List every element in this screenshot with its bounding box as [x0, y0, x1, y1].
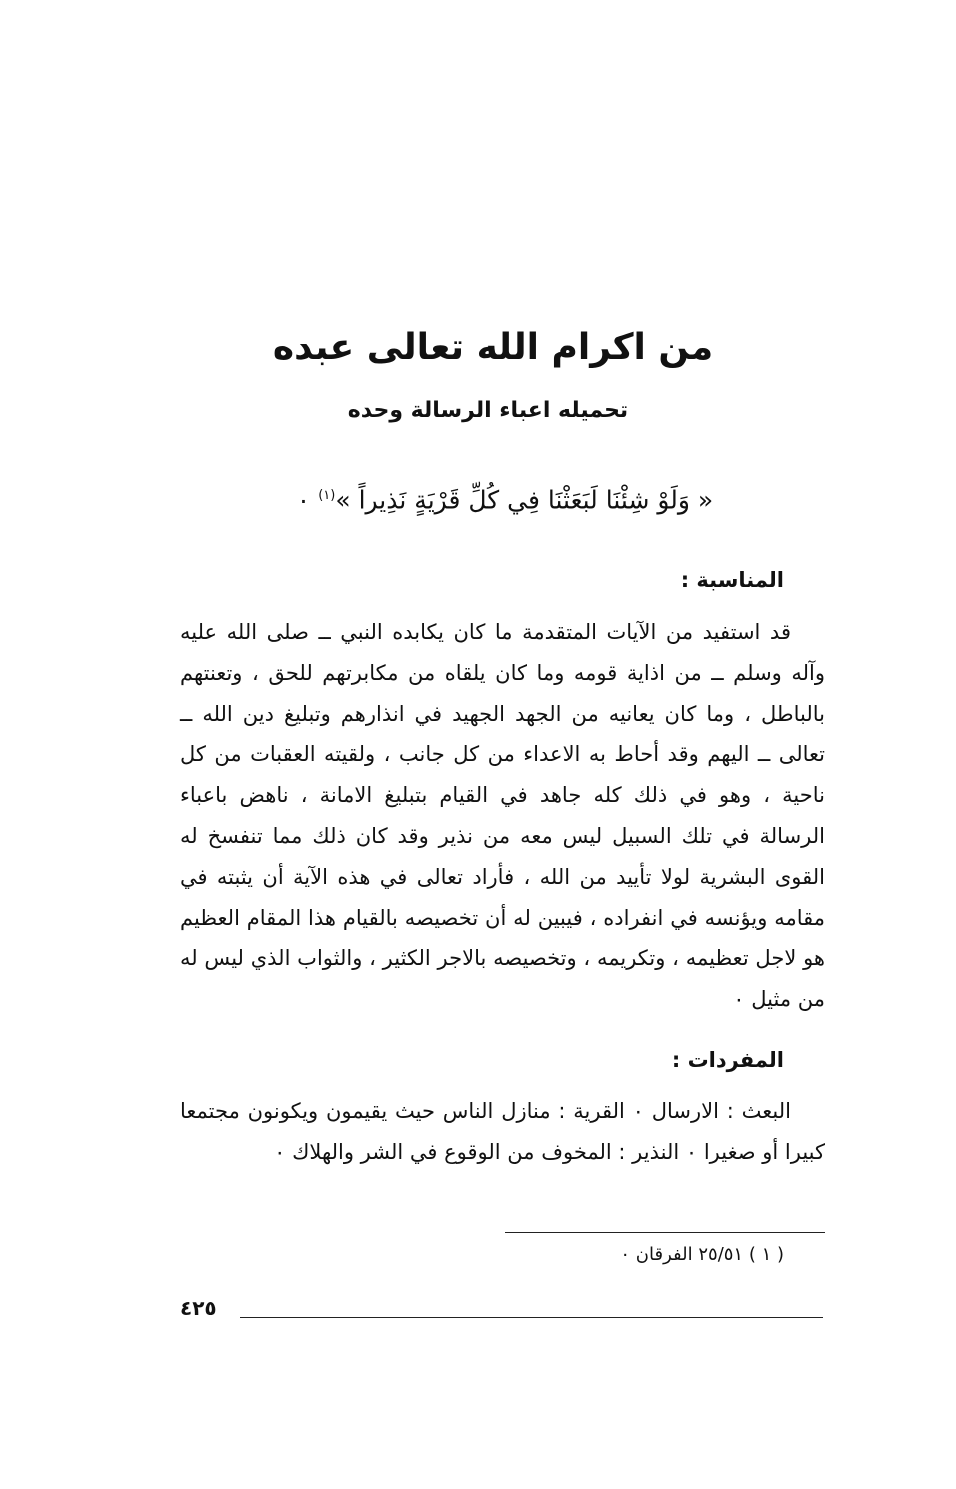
page-title: من اكرام الله تعالى عبده — [272, 327, 714, 368]
verse-end: ٠ — [296, 485, 319, 515]
page-subtitle: تحميله اعباء الرسالة وحده — [347, 398, 629, 423]
vocabulary-paragraph: البعث : الارسال ٠ القرية : منازل الناس حيث يقيمون ويكونون مجتمعا كبيرا أو صغيرا ٠ النذير : المخوف من الوقوع في الشر والهلاك ٠ — [180, 1099, 825, 1164]
page-number: ٤٢٥ — [180, 1296, 217, 1320]
footnote: ( ١ ) ٢٥/٥١ الفرقان ٠ — [620, 1244, 784, 1265]
quran-verse — [180, 474, 830, 522]
occasion-heading: المناسبة : — [680, 568, 784, 592]
bottom-rule — [240, 1317, 823, 1318]
vocabulary-heading: المفردات : — [671, 1048, 784, 1072]
verse-text: « وَلَوْ شِئْنَا لَبَعَثْنَا فِي كُلِّ قَرْيَةٍ نَذِيراً » — [335, 485, 714, 515]
occasion-paragraph: قد استفيد من الآيات المتقدمة ما كان يكابده النبي ــ صلى الله عليه وآله وسلم ــ من اذاية قومه وما كان يلقاه من مكابرتهم للحق ، وتعنتهم بالباطل ، وما كان يعانيه من الجهد الجهيد في انذارهم وتبليغ دين الله ــ تعالى ــ اليهم وقد أحاط به الاعداء من كل جانب ، ولقيته العقبات من كل ناحية ، وهو في ذلك كله جاهد في القيام بتبليغ الامانة ، ناهض باعباء الرسالة في تلك السبيل ليس معه من نذير وقد كان ذلك مما تنفسخ له القوى البشرية لولا تأييد من الله ، فأراد تعالى في هذه الآية أن يثبته في مقامه ويؤنسه في انفراده ، فيبين له أن تخصيصه بالقيام هذا المقام العظيم هو لاجل تعظيمه ، وتكريمه ، وتخصيصه بالاجر الكثير ، والثواب الذي ليس له من مثيل ٠ — [180, 620, 825, 1012]
verse-footnote-mark: (١) — [318, 488, 336, 503]
footnote-divider — [505, 1232, 825, 1233]
